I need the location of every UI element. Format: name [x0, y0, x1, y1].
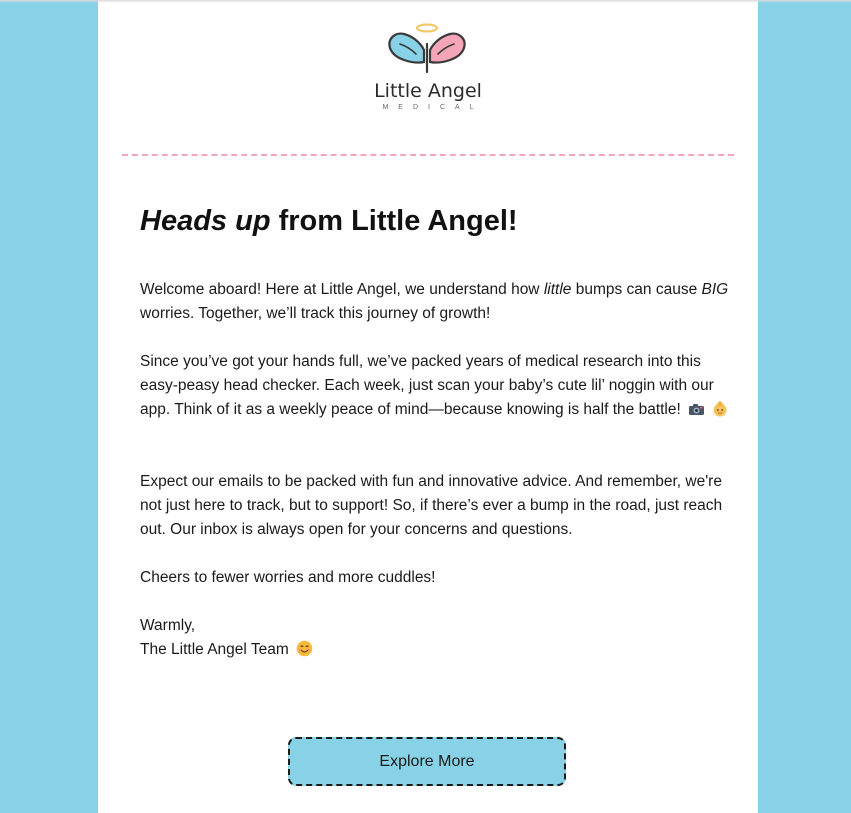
p1-emphasis-little: little	[543, 281, 572, 298]
smiling-face-emoji-icon	[296, 640, 313, 657]
heading-emphasis: Heads up	[140, 205, 271, 237]
signoff: Warmly,	[140, 617, 196, 634]
p1-part-c: bumps can cause	[571, 281, 702, 298]
paragraph-welcome	[140, 278, 730, 326]
email-signoff-block	[140, 614, 730, 662]
signature: The Little Angel Team	[140, 641, 289, 658]
camera-emoji-icon	[688, 402, 705, 416]
dashed-divider	[122, 154, 734, 156]
email-heading	[140, 205, 518, 238]
p2-text: Since you’ve got your hands full, we’ve packed years of medical research into this easy-peasy head checker. Each week, just scan your baby’s cute lil’ noggin with our app. Think of it as a weekly peace of mind—because knowing is half the battle!	[140, 353, 714, 418]
email-card	[98, 0, 758, 813]
brand-name: Little Angel	[374, 80, 482, 102]
paragraph-app-intro	[140, 350, 730, 422]
explore-more-button[interactable]: Explore More	[288, 737, 566, 786]
p1-emphasis-big: BIG	[701, 281, 729, 298]
top-shadow	[0, 0, 851, 3]
paragraph-cheers: Cheers to fewer worries and more cuddles!	[140, 569, 436, 586]
p1-part-a: Welcome aboard! Here at Little Angel, we understand how	[140, 281, 544, 298]
heading-rest: from Little Angel!	[270, 205, 518, 237]
baby-emoji-icon	[712, 401, 728, 417]
paragraph-support: Expect our emails to be packed with fun and innovative advice. And remember, we're not just here to track, but to support! So, if there’s ever a bump in the road, just reach out. Our inbox is always open for your concerns and questions.	[140, 473, 723, 538]
brand-logo	[368, 22, 488, 117]
angel-wings-logo-icon	[384, 22, 470, 78]
p1-part-e: worries. Together, we’ll track this journey of growth!	[140, 305, 491, 322]
brand-subtitle: MEDICAL	[382, 104, 484, 111]
